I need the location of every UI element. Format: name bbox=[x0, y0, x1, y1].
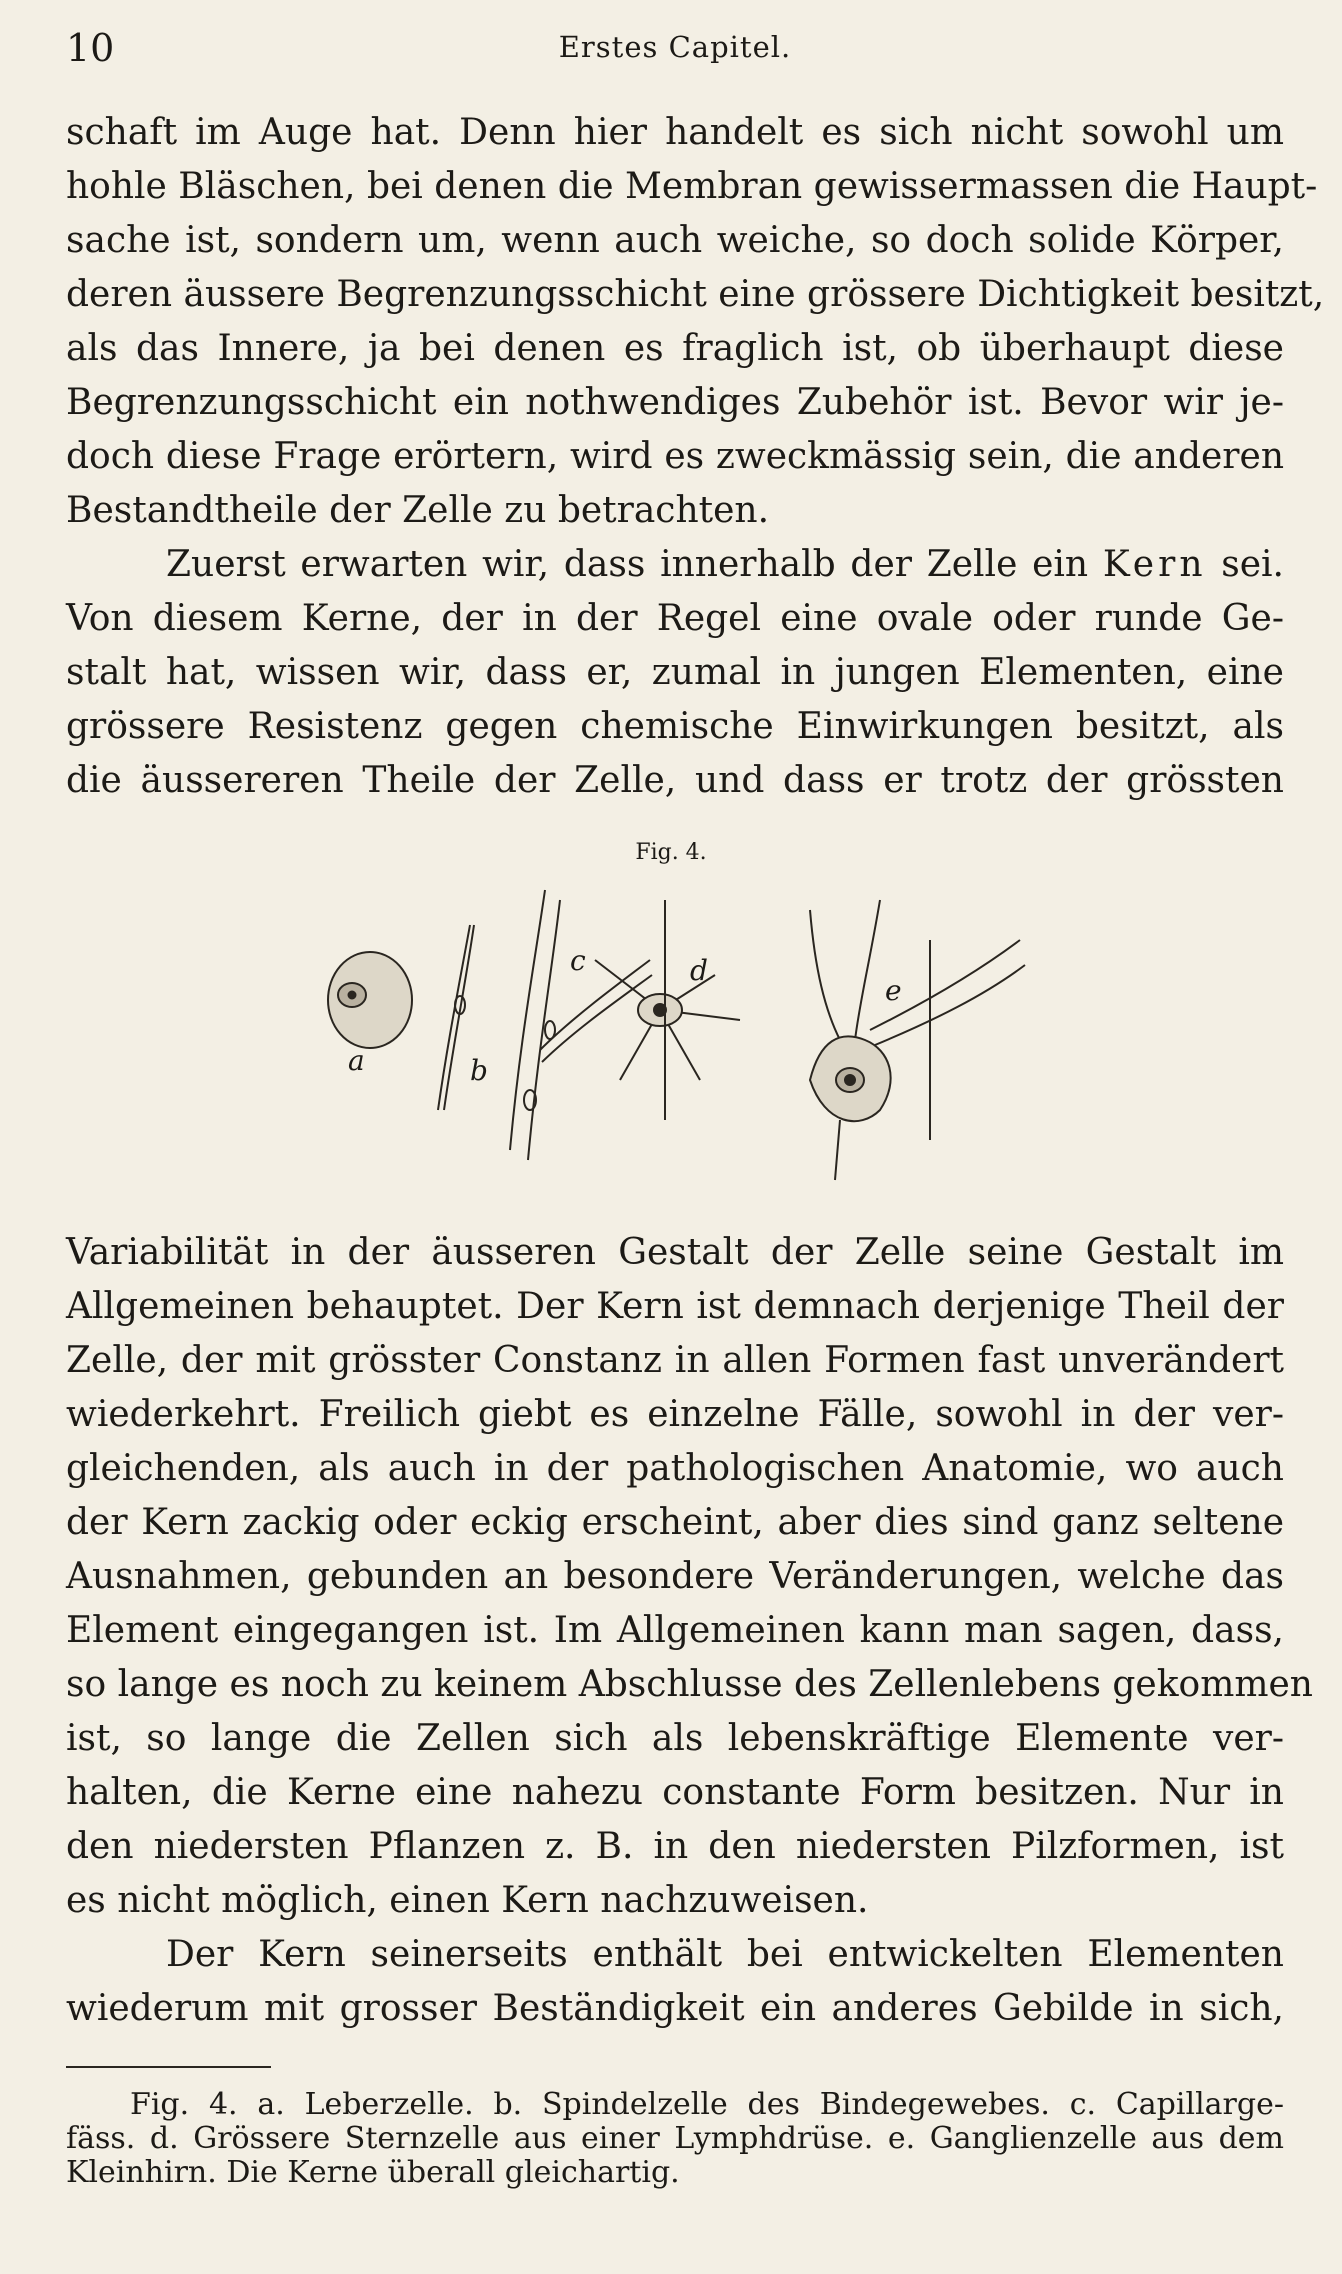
text-line: so lange es noch zu keinem Abschlusse des Zellenlebens gekommen bbox=[66, 1664, 1313, 1705]
text-line: Bestandtheile der Zelle zu betrachten. bbox=[66, 490, 770, 531]
paragraph-block-2 bbox=[66, 1226, 1313, 2036]
figure-cells bbox=[320, 880, 1120, 1220]
text-line: Von diesem Kerne, der in der Regel eine ovale oder runde Ge- bbox=[66, 598, 1284, 639]
cell-b-drawing bbox=[438, 925, 474, 1110]
footnote-line: Kleinhirn. Die Kerne überall gleichartig. bbox=[66, 2155, 680, 2190]
cell-d-drawing bbox=[595, 900, 740, 1120]
text-line: doch diese Frage erörtern, wird es zweckmässig sein, die anderen bbox=[66, 436, 1284, 477]
text-line: wiederum mit grosser Beständigkeit ein anderes Gebilde in sich, bbox=[66, 1988, 1284, 2029]
text-line: Der Kern seinerseits enthält bei entwickelten Elementen bbox=[166, 1934, 1284, 1975]
text-line: grössere Resistenz gegen chemische Einwirkungen besitzt, als bbox=[66, 706, 1284, 747]
label-b: b bbox=[470, 1054, 488, 1087]
text-line: der Kern zackig oder eckig erscheint, aber dies sind ganz seltene bbox=[66, 1502, 1284, 1543]
text-line: ist, so lange die Zellen sich als lebenskräftige Elemente ver- bbox=[66, 1718, 1284, 1759]
text-line: schaft im Auge hat. Denn hier handelt es sich nicht sowohl um bbox=[66, 112, 1284, 153]
page-number: 10 bbox=[66, 26, 115, 70]
footnote-line: Fig. 4. a. Leberzelle. b. Spindelzelle des Bindegewebes. c. Capillarge- bbox=[130, 2087, 1284, 2122]
label-d: d bbox=[690, 954, 708, 987]
footnote-line: fäss. d. Grössere Sternzelle aus einer Lymphdrüse. e. Ganglienzelle aus dem bbox=[66, 2121, 1284, 2156]
text-line: gleichenden, als auch in der pathologischen Anatomie, wo auch bbox=[66, 1448, 1284, 1489]
text-line: den niedersten Pflanzen z. B. in den niedersten Pilzformen, ist bbox=[66, 1826, 1284, 1867]
text-line: es nicht möglich, einen Kern nachzuweisen. bbox=[66, 1880, 869, 1921]
text-line: sache ist, sondern um, wenn auch weiche, so doch solide Körper, bbox=[66, 220, 1284, 261]
cell-c-drawing bbox=[510, 890, 652, 1160]
figure-label: Fig. 4. bbox=[635, 840, 707, 865]
text-line: Ausnahmen, gebunden an besondere Veränderungen, welche das bbox=[66, 1556, 1284, 1597]
text-line: die äussereren Theile der Zelle, und dass er trotz der grössten bbox=[66, 760, 1284, 801]
text-line: hohle Bläschen, bei denen die Membran gewissermassen die Haupt- bbox=[66, 166, 1318, 207]
text-line: deren äussere Begrenzungsschicht eine grössere Dichtigkeit besitzt, bbox=[66, 274, 1325, 315]
text-line: Begrenzungsschicht ein nothwendiges Zubehör ist. Bevor wir je- bbox=[66, 382, 1284, 423]
spaced-term: Kern bbox=[1102, 544, 1207, 585]
text-line bbox=[66, 538, 1284, 592]
label-c: c bbox=[570, 944, 586, 977]
cell-a-drawing bbox=[328, 952, 412, 1048]
cell-e-drawing bbox=[810, 900, 1025, 1180]
text-line: Allgemeinen behauptet. Der Kern ist demnach derjenige Theil der bbox=[66, 1286, 1284, 1327]
page-header bbox=[66, 26, 1284, 76]
text-fragment: sei. bbox=[1206, 544, 1284, 585]
text-line: Variabilität in der äusseren Gestalt der Zelle seine Gestalt im bbox=[66, 1232, 1284, 1273]
text-fragment: Zuerst erwarten wir, dass innerhalb der Zelle ein bbox=[166, 544, 1103, 585]
text-line: als das Innere, ja bei denen es fraglich ist, ob überhaupt diese bbox=[66, 328, 1284, 369]
label-e: e bbox=[885, 974, 902, 1007]
footnotes bbox=[66, 2088, 1284, 2190]
text-line: Zelle, der mit grösster Constanz in allen Formen fast unverändert bbox=[66, 1340, 1284, 1381]
label-a: a bbox=[348, 1044, 365, 1077]
paragraph-block-1 bbox=[66, 106, 1325, 808]
text-line: stalt hat, wissen wir, dass er, zumal in jungen Elementen, eine bbox=[66, 652, 1284, 693]
text-line: wiederkehrt. Freilich giebt es einzelne Fälle, sowohl in der ver- bbox=[66, 1394, 1284, 1435]
text-line: Element eingegangen ist. Im Allgemeinen kann man sagen, dass, bbox=[66, 1610, 1284, 1651]
text-line: halten, die Kerne eine nahezu constante Form besitzen. Nur in bbox=[66, 1772, 1284, 1813]
footnote-rule bbox=[66, 2066, 271, 2068]
running-title: Erstes Capitel. bbox=[558, 30, 792, 64]
